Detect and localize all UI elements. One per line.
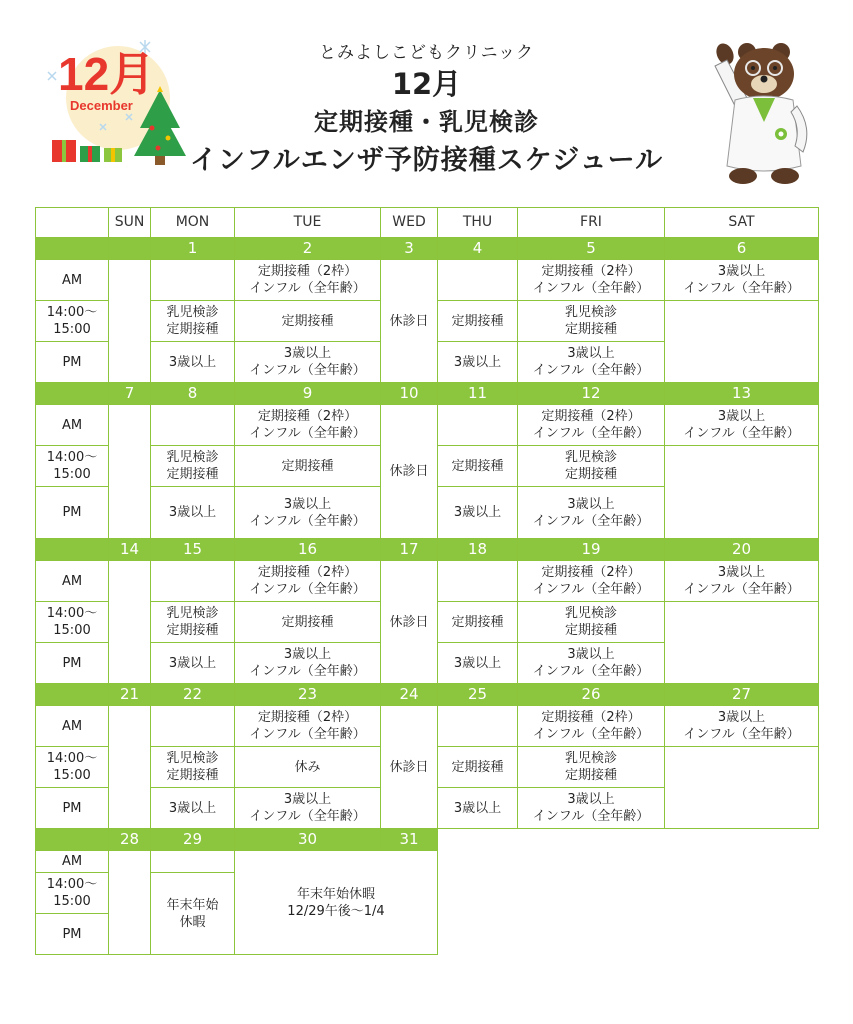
date-wed: 24	[381, 684, 438, 706]
tue-am-cell	[235, 260, 381, 301]
mon-pm-cell: 3歳以上	[151, 487, 235, 539]
cell-text: 乳児検診	[166, 305, 219, 320]
date-mon: 22	[151, 684, 235, 706]
noon-label	[36, 446, 109, 487]
cell-text: 定期接種	[564, 467, 617, 482]
thu-am-cell	[438, 260, 518, 301]
am-row	[36, 260, 819, 301]
sun-closed-cell	[109, 706, 151, 829]
cell-text: 定期接種（2枠）	[541, 264, 641, 279]
cell-text: インフル（全年齢）	[532, 513, 650, 529]
mon-pm-cell: 3歳以上	[151, 643, 235, 684]
thu-noon-cell: 定期接種	[438, 301, 518, 342]
header	[0, 0, 853, 200]
noon-time-start: 14:00～	[46, 305, 98, 320]
wed-closed-cell: 休診日	[381, 405, 438, 539]
mon-am-cell	[151, 851, 235, 873]
thu-am-cell	[438, 561, 518, 602]
cell-text: 定期接種（2枠）	[257, 710, 358, 725]
fri-am-cell	[518, 706, 665, 747]
corner-cell	[36, 208, 109, 238]
cell-text: インフル（全年齢）	[532, 363, 650, 378]
mon-noon-cell	[151, 602, 235, 643]
thu-pm-cell: 3歳以上	[438, 342, 518, 383]
fri-noon-cell	[518, 446, 665, 487]
date-label-cell	[36, 383, 109, 405]
noon-time-end: 15:00	[53, 623, 91, 638]
cell-text: 定期接種	[166, 623, 219, 638]
cell-text: インフル（全年齢）	[249, 426, 366, 441]
fri-noon-cell	[518, 747, 665, 788]
sun-closed-cell	[109, 405, 151, 539]
date-sat: 27	[665, 684, 819, 706]
holiday-text: 年末年始休暇	[296, 886, 375, 902]
cell-text: 乳児検診	[166, 606, 219, 621]
noon-label	[36, 602, 109, 643]
noon-time-end: 15:00	[53, 768, 91, 783]
empty-area	[438, 829, 819, 955]
am-row	[36, 706, 819, 747]
date-wed: 3	[381, 238, 438, 260]
date-label-cell	[36, 238, 109, 260]
cell-text: 定期接種	[564, 623, 617, 638]
cell-text: インフル（全年齢）	[683, 281, 800, 296]
mon-am-cell	[151, 706, 235, 747]
date-tue: 9	[235, 383, 381, 405]
tue-pm-cell	[235, 342, 381, 383]
date-mon: 15	[151, 539, 235, 561]
cell-text: インフル（全年齢）	[249, 513, 366, 529]
cell-text: インフル（全年齢）	[683, 426, 800, 441]
mon-noon-cell	[151, 301, 235, 342]
date-mon: 1	[151, 238, 235, 260]
tue-pm-cell	[235, 487, 381, 539]
date-mon: 29	[151, 829, 235, 851]
date-sat: 13	[665, 383, 819, 405]
day-header-mon: MON	[151, 208, 235, 238]
sun-closed-cell	[109, 561, 151, 684]
date-sat: 6	[665, 238, 819, 260]
mon-am-cell	[151, 561, 235, 602]
mon-noon-cell	[151, 747, 235, 788]
cell-text: 定期接種	[564, 322, 617, 337]
cell-text: 3歳以上	[567, 346, 615, 361]
tue-am-cell	[235, 706, 381, 747]
noon-label	[36, 301, 109, 342]
month-title: 12月	[391, 67, 462, 101]
cell-text: インフル（全年齢）	[249, 664, 366, 679]
cell-text: 乳児検診	[166, 450, 219, 465]
thu-pm-cell: 3歳以上	[438, 643, 518, 684]
pm-label: PM	[36, 914, 109, 955]
bear-doctor-mascot	[695, 36, 825, 186]
mon-noon-cell	[151, 446, 235, 487]
wed-closed-cell: 休診日	[381, 561, 438, 684]
cell-text: 定期接種（2枠）	[257, 409, 358, 424]
cell-text: 乳児検診	[564, 450, 617, 465]
cell-text: 乳児検診	[166, 751, 219, 766]
am-row	[36, 561, 819, 602]
cell-text: インフル（全年齢）	[249, 582, 366, 597]
fri-pm-cell	[518, 487, 665, 539]
cell-text: 乳児検診	[564, 606, 617, 621]
clinic-name: とみよしこどもクリニック	[319, 43, 534, 63]
cell-text: 定期接種	[166, 467, 219, 482]
date-sun: 7	[109, 383, 151, 405]
noon-time-end: 15:00	[53, 467, 91, 482]
tue-pm-cell	[235, 643, 381, 684]
cell-text: 定期接種	[564, 768, 617, 783]
date-wed: 31	[381, 829, 438, 851]
mon-pm-cell: 3歳以上	[151, 342, 235, 383]
thu-pm-cell: 3歳以上	[438, 487, 518, 539]
badge-english-text: December	[70, 98, 133, 113]
thu-noon-cell: 定期接種	[438, 747, 518, 788]
mon-holiday-cell	[151, 873, 235, 955]
date-fri: 5	[518, 238, 665, 260]
cell-text: インフル（全年齢）	[249, 727, 366, 742]
wed-closed-cell: 休診日	[381, 260, 438, 383]
sat-pm-cell	[665, 301, 819, 383]
date-mon: 8	[151, 383, 235, 405]
cell-text: 3歳以上	[717, 710, 766, 725]
tue-noon-cell: 定期接種	[235, 446, 381, 487]
date-wed: 10	[381, 383, 438, 405]
cell-text: インフル（全年齢）	[532, 426, 650, 441]
thu-pm-cell: 3歳以上	[438, 788, 518, 829]
sat-pm-cell	[665, 747, 819, 829]
cell-text: 3歳以上	[717, 264, 766, 279]
fri-am-cell	[518, 405, 665, 446]
title-line2: インフルエンザ予防接種スケジュール	[189, 145, 664, 176]
cell-text: 3歳以上	[567, 496, 615, 512]
day-header-sat: SAT	[665, 208, 819, 238]
date-row	[36, 684, 819, 706]
cell-text: 定期接種（2枠）	[257, 264, 358, 279]
date-row	[36, 829, 819, 851]
date-sun: 28	[109, 829, 151, 851]
day-header-wed: WED	[381, 208, 438, 238]
date-thu: 4	[438, 238, 518, 260]
cell-text: 3歳以上	[717, 565, 766, 580]
cell-text: インフル（全年齢）	[532, 727, 650, 742]
sat-am-cell	[665, 706, 819, 747]
day-header-sun: SUN	[109, 208, 151, 238]
day-header-thu: THU	[438, 208, 518, 238]
noon-time-end: 15:00	[53, 894, 91, 909]
noon-label	[36, 873, 109, 914]
pm-label: PM	[36, 487, 109, 539]
date-row	[36, 383, 819, 405]
sat-am-cell	[665, 561, 819, 602]
tue-noon-cell: 定期接種	[235, 301, 381, 342]
date-row	[36, 238, 819, 260]
date-wed: 17	[381, 539, 438, 561]
mon-am-cell	[151, 260, 235, 301]
tue-pm-cell	[235, 788, 381, 829]
fri-noon-cell	[518, 301, 665, 342]
date-label-cell	[36, 539, 109, 561]
fri-pm-cell	[518, 643, 665, 684]
date-fri: 19	[518, 539, 665, 561]
cell-text: 3歳以上	[283, 647, 332, 662]
thu-am-cell	[438, 706, 518, 747]
date-thu: 11	[438, 383, 518, 405]
noon-time-end: 15:00	[53, 322, 91, 337]
fri-am-cell	[518, 561, 665, 602]
date-sun	[109, 238, 151, 260]
day-header-fri: FRI	[518, 208, 665, 238]
date-label-cell	[36, 829, 109, 851]
holiday-text: 休暇	[179, 914, 206, 930]
sat-am-cell	[665, 260, 819, 301]
cell-text: 3歳以上	[717, 409, 766, 424]
cell-text: 3歳以上	[283, 346, 332, 361]
sun-closed-cell	[109, 851, 151, 955]
holiday-text: 年末年始	[166, 897, 219, 913]
cell-text: インフル（全年齢）	[532, 582, 650, 597]
wed-closed-cell: 休診日	[381, 706, 438, 829]
date-tue: 16	[235, 539, 381, 561]
bear-icon	[713, 41, 807, 184]
noon-time-start: 14:00～	[46, 450, 98, 465]
tue-am-cell	[235, 561, 381, 602]
am-label: AM	[36, 405, 109, 446]
cell-text: インフル（全年齢）	[249, 363, 366, 378]
cell-text: 定期接種（2枠）	[257, 565, 358, 580]
am-label: AM	[36, 706, 109, 747]
date-thu: 18	[438, 539, 518, 561]
pm-label: PM	[36, 788, 109, 829]
cell-text: 乳児検診	[564, 751, 617, 766]
schedule-table	[35, 207, 819, 955]
pm-label: PM	[36, 342, 109, 383]
new-year-holiday-cell	[235, 851, 438, 955]
thu-noon-cell: 定期接種	[438, 602, 518, 643]
holiday-dates: 12/29午後～1/4	[287, 903, 385, 919]
cell-text: インフル（全年齢）	[683, 582, 800, 597]
badge-month-text: 12月	[58, 48, 156, 100]
cell-text: 定期接種	[166, 768, 219, 783]
sat-pm-cell	[665, 602, 819, 684]
tue-noon-cell: 定期接種	[235, 602, 381, 643]
fri-pm-cell	[518, 788, 665, 829]
cell-text: インフル（全年齢）	[249, 809, 366, 824]
cell-text: インフル（全年齢）	[532, 664, 650, 679]
pm-label: PM	[36, 643, 109, 684]
date-row	[36, 539, 819, 561]
cell-text: インフル（全年齢）	[249, 281, 366, 296]
cell-text: 定期接種（2枠）	[541, 565, 641, 580]
mon-am-cell	[151, 405, 235, 446]
date-fri: 12	[518, 383, 665, 405]
cell-text: 3歳以上	[567, 647, 615, 662]
cell-text: 定期接種（2枠）	[541, 409, 641, 424]
date-tue: 30	[235, 829, 381, 851]
noon-time-start: 14:00～	[46, 877, 98, 892]
am-label: AM	[36, 260, 109, 301]
am-label: AM	[36, 561, 109, 602]
date-thu: 25	[438, 684, 518, 706]
cell-text: 定期接種（2枠）	[541, 710, 641, 725]
fri-noon-cell	[518, 602, 665, 643]
cell-text: 乳児検診	[564, 305, 617, 320]
cell-text: インフル（全年齢）	[683, 727, 800, 742]
date-fri: 26	[518, 684, 665, 706]
mon-pm-cell: 3歳以上	[151, 788, 235, 829]
noon-label	[36, 747, 109, 788]
cell-text: 3歳以上	[283, 496, 332, 512]
cell-text: インフル（全年齢）	[532, 809, 650, 824]
noon-time-start: 14:00～	[46, 606, 98, 621]
sat-am-cell	[665, 405, 819, 446]
thu-noon-cell: 定期接種	[438, 446, 518, 487]
date-tue: 2	[235, 238, 381, 260]
weekday-header-row	[36, 208, 819, 238]
tue-noon-cell-rest: 休み	[235, 747, 381, 788]
tue-am-cell	[235, 405, 381, 446]
title-line1: 定期接種・乳児検診	[314, 108, 539, 136]
day-header-tue: TUE	[235, 208, 381, 238]
fri-pm-cell	[518, 342, 665, 383]
cell-text: 3歳以上	[283, 792, 332, 807]
date-label-cell	[36, 684, 109, 706]
sat-pm-cell	[665, 446, 819, 539]
date-sun: 21	[109, 684, 151, 706]
date-sat: 20	[665, 539, 819, 561]
date-sun: 14	[109, 539, 151, 561]
sun-closed-cell	[109, 260, 151, 383]
cell-text: 定期接種	[166, 322, 219, 337]
noon-time-start: 14:00～	[46, 751, 98, 766]
am-row	[36, 405, 819, 446]
thu-am-cell	[438, 405, 518, 446]
date-tue: 23	[235, 684, 381, 706]
cell-text: インフル（全年齢）	[532, 281, 650, 296]
am-label: AM	[36, 851, 109, 873]
cell-text: 3歳以上	[567, 792, 615, 807]
fri-am-cell	[518, 260, 665, 301]
